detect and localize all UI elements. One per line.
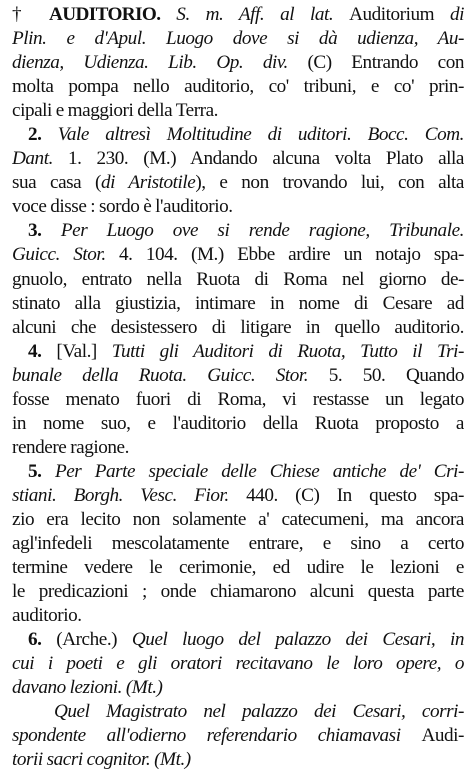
text-run: gnuolo, entrato nella Ruota di Roma nel giorno de-: [12, 268, 464, 290]
entry-line: [12, 700, 464, 724]
entry-line: [12, 340, 464, 364]
sense-number: 6.: [28, 629, 57, 651]
text-run: auditorio.: [12, 605, 82, 627]
italic-text: (Mt.): [154, 749, 191, 771]
italic-text: cui i poeti e gli oratori recitavano le loro opere, o: [12, 653, 464, 675]
text-run: voce disse : sordo è l'auditorio.: [12, 196, 233, 218]
italic-text: davano lezioni.: [12, 677, 126, 699]
entry-line: [12, 316, 464, 340]
italic-text: dienza, Udienza. Lib. Op. div.: [12, 52, 308, 74]
entry-line: [12, 364, 464, 388]
italic-text: S. m.: [160, 4, 239, 25]
text-run: termine vedere le cerimonie, ed udire le lezioni e: [12, 557, 464, 579]
entry-line: [12, 508, 464, 532]
text-run: sua casa (: [12, 172, 101, 194]
italic-text: Vale altresì Moltitudine di uditori. Bocc. Com.: [57, 124, 464, 146]
entry-line: [12, 532, 464, 556]
text-run: 4. 104. (M.) Ebbe ardire un notajo spa-: [119, 244, 464, 266]
entry-line: [12, 628, 464, 652]
text-run: rendere ragione.: [12, 436, 129, 458]
entry-line: [12, 99, 464, 123]
entry-line: [12, 604, 464, 628]
text-run: 5. 50. Quando: [328, 364, 464, 386]
entry-line: [12, 724, 464, 748]
entry-line: [12, 171, 464, 195]
italic-text: torii sacri cognitor.: [12, 749, 155, 771]
entry-line: [12, 388, 464, 412]
text-run: (Arche.): [56, 629, 132, 651]
entry-line: [12, 580, 464, 604]
italic-text: stiani. Borgh. Vesc. Fior.: [12, 484, 247, 506]
italic-text: spondente all'odierno referendario chiamavasi: [12, 725, 422, 747]
italic-text: Guicc. Stor.: [12, 244, 120, 266]
text-run: alcuni che desistessero di litigare in quello auditorio.: [12, 316, 464, 338]
entry-line: [12, 556, 464, 580]
italic-text: Per Luogo ove si rende ragione, Tribunale.: [60, 220, 464, 242]
entry-line: [12, 243, 464, 267]
entry-line: [12, 123, 464, 147]
text-run: le predicazioni ; onde chiamarono alcuni questa parte: [12, 581, 464, 603]
entry-line: [12, 3, 464, 27]
entry-line: [12, 27, 464, 51]
italic-text: di Aristotile: [100, 172, 196, 194]
italic-text: Dant.: [12, 148, 68, 170]
text-run: in nome suo, e l'auditorio della Ruota proposto a: [12, 412, 464, 434]
entry-line: [12, 748, 464, 772]
sense-number: 3.: [28, 220, 61, 242]
entry-line: [12, 195, 464, 219]
text-run: stinato alla giustizia, intimare in nome di Cesare ad: [12, 292, 464, 314]
italic-text: Quel Magistrato nel palazzo dei Cesari, corri-: [54, 701, 464, 723]
text-run: 440. (C) In questo spa-: [246, 484, 464, 506]
entry-line: [12, 460, 464, 484]
sense-number: 5.: [28, 460, 55, 482]
text-run: (M.): [143, 148, 191, 170]
text-run: agl'infedeli mescolatamente entrare, e sino a certo: [12, 533, 464, 555]
entry-line: [12, 436, 464, 460]
entry-line: [12, 412, 464, 436]
entry-line: [12, 676, 464, 700]
sense-number: 4.: [28, 340, 57, 362]
text-run: Auditorium: [349, 4, 450, 25]
entry-line: [12, 75, 464, 99]
headword: AUDITORIO.: [48, 4, 161, 25]
text-run: cipali e maggiori della Terra.: [12, 100, 219, 122]
text-run: molta pompa nello auditorio, co' tribuni, e co' prin-: [12, 76, 464, 98]
entry-line: [12, 484, 464, 508]
entry-line: [12, 292, 464, 316]
italic-text: Plin. e d'Apul. Luogo dove si dà udienza, Au-: [12, 28, 464, 50]
entry-line: [12, 652, 464, 676]
italic-text: Tutti gli Auditori di Ruota, Tutto il Tri-: [111, 340, 464, 362]
sense-number: 2.: [28, 124, 58, 146]
italic-text: Quel luogo del palazzo dei Cesari, in: [131, 629, 464, 651]
italic-text: Per Parte speciale delle Chiese antiche de' Cri-: [54, 460, 464, 482]
entry-line: [12, 51, 464, 75]
text-run: fosse menato fuori di Roma, vi restasse un legato: [12, 388, 464, 410]
italic-text: (Mt.): [125, 677, 163, 699]
italic-text: bunale della Ruota. Guicc. Stor.: [12, 364, 329, 386]
italic-text: Aff. al lat.: [238, 4, 350, 25]
entry-line: [12, 268, 464, 292]
text-run: [Val.]: [56, 340, 112, 362]
text-run: Andando alcuna volta Plato alla: [190, 148, 464, 170]
text-run: Audi-: [421, 725, 464, 747]
text-run: (C) Entrando con: [307, 52, 464, 74]
text-run: †: [12, 4, 49, 25]
entry-line: [12, 147, 464, 171]
text-run: ), e non trovando lui, con alta: [195, 172, 464, 194]
text-run: zio era lecito non solamente a' catecumeni, ma ancora: [12, 508, 464, 530]
text-run: 1. 230.: [67, 148, 144, 170]
italic-text: di: [449, 4, 464, 25]
entry-line: [12, 219, 464, 243]
